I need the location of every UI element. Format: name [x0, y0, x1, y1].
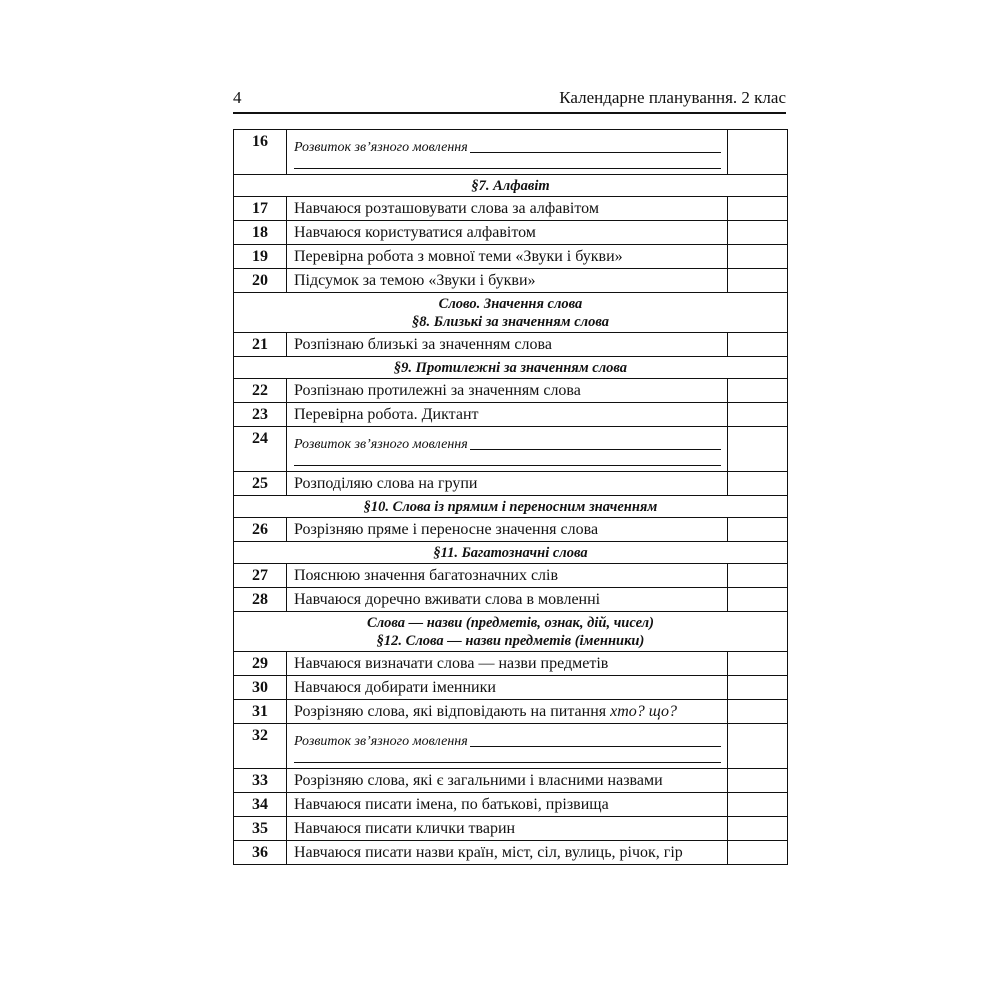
lesson-row: [234, 427, 788, 472]
lesson-topic-italic: хто? що?: [610, 702, 678, 720]
lesson-topic-text: Розпізнаю близькі за значенням слова: [294, 335, 552, 353]
section-heading: [234, 357, 788, 379]
speech-development-line: [294, 734, 721, 750]
lesson-topic: [287, 379, 728, 403]
lesson-topic-text: Навчаюся добирати іменники: [294, 678, 496, 696]
section-heading-line: Слова — назви (предметів, ознак, дій, чисел): [367, 614, 654, 631]
date-cell: [728, 427, 788, 472]
section-heading-line: §10. Слова із прямим і переносним значенням: [363, 498, 658, 515]
lesson-row: [234, 676, 788, 700]
date-cell: [728, 472, 788, 496]
lesson-topic: [287, 652, 728, 676]
date-cell: [728, 652, 788, 676]
lesson-row: [234, 564, 788, 588]
lesson-number: 29: [234, 652, 287, 676]
date-cell: [728, 245, 788, 269]
lesson-number: 17: [234, 197, 287, 221]
lesson-row: [234, 333, 788, 357]
lesson-number: 32: [234, 724, 287, 769]
lesson-number: 31: [234, 700, 287, 724]
date-cell: [728, 769, 788, 793]
date-cell: [728, 588, 788, 612]
lesson-topic-text: Розрізняю пряме і переносне значення слова: [294, 520, 599, 538]
lesson-row: [234, 379, 788, 403]
blank-line: [294, 168, 721, 169]
lesson-topic: [287, 769, 728, 793]
lesson-topic: [287, 564, 728, 588]
lesson-topic-text: Розподіляю слова на групи: [294, 474, 478, 492]
lesson-row: [234, 197, 788, 221]
lesson-row: [234, 817, 788, 841]
lesson-topic: [287, 197, 728, 221]
lesson-row: [234, 652, 788, 676]
blank-line: [470, 449, 721, 450]
lesson-row: [234, 269, 788, 293]
section-heading: [234, 612, 788, 652]
running-title: Календарне планування. 2 клас: [559, 88, 786, 107]
date-cell: [728, 793, 788, 817]
lesson-topic: [287, 472, 728, 496]
section-heading: [234, 496, 788, 518]
date-cell: [728, 518, 788, 542]
lesson-topic-text: Пояснюю значення багатозначних слів: [294, 566, 559, 584]
lesson-topic-text: Розрізняю слова, які є загальними і власними назвами: [294, 771, 663, 789]
date-cell: [728, 130, 788, 175]
lesson-number: 33: [234, 769, 287, 793]
lesson-plan-table: [233, 129, 788, 865]
date-cell: [728, 700, 788, 724]
lesson-topic-text: Перевірна робота. Диктант: [294, 405, 479, 423]
lesson-row: [234, 724, 788, 769]
date-cell: [728, 564, 788, 588]
lesson-topic-text: Навчаюся розташовувати слова за алфавітом: [294, 199, 599, 217]
lesson-topic: [287, 269, 728, 293]
lesson-number: 23: [234, 403, 287, 427]
lesson-topic-text: Перевірна робота з мовної теми «Звуки і букви»: [294, 247, 623, 265]
section-heading-line: §8. Близькі за значенням слова: [412, 313, 609, 330]
date-cell: [728, 269, 788, 293]
blank-line: [294, 465, 721, 466]
lesson-row: [234, 130, 788, 175]
section-heading: [234, 293, 788, 333]
lesson-number: 35: [234, 817, 287, 841]
lesson-topic-text: Навчаюся писати назви країн, міст, сіл, вулиць, річок, гір: [294, 843, 683, 861]
speech-development-label: Розвиток зв’язного мовлення: [294, 436, 468, 452]
section-heading: [234, 175, 788, 197]
lesson-topic: [287, 700, 728, 724]
lesson-topic: [287, 817, 728, 841]
lesson-number: 24: [234, 427, 287, 472]
date-cell: [728, 676, 788, 700]
lesson-row: [234, 700, 788, 724]
section-row: [234, 175, 788, 197]
lesson-topic: [287, 221, 728, 245]
lesson-row: [234, 472, 788, 496]
lesson-topic-text: Розпізнаю протилежні за значенням слова: [294, 381, 581, 399]
date-cell: [728, 333, 788, 357]
date-cell: [728, 724, 788, 769]
lesson-topic-text: Навчаюся користуватися алфавітом: [294, 223, 536, 241]
page-number: 4: [233, 88, 242, 107]
lesson-topic: [287, 676, 728, 700]
lesson-topic-text: Навчаюся доречно вживати слова в мовленні: [294, 590, 601, 608]
lesson-topic: [287, 333, 728, 357]
section-row: [234, 293, 788, 333]
lesson-topic: [287, 130, 728, 175]
lesson-topic: [287, 427, 728, 472]
blank-line: [470, 746, 721, 747]
lesson-row: [234, 841, 788, 865]
section-row: [234, 357, 788, 379]
lesson-topic-text: Навчаюся писати імена, по батькові, прізвища: [294, 795, 609, 813]
section-row: [234, 542, 788, 564]
lesson-row: [234, 221, 788, 245]
lesson-number: 27: [234, 564, 287, 588]
lesson-number: 28: [234, 588, 287, 612]
lesson-topic: [287, 588, 728, 612]
lesson-number: 30: [234, 676, 287, 700]
lesson-row: [234, 793, 788, 817]
lesson-topic-text: Навчаюся писати клички тварин: [294, 819, 516, 837]
speech-development-label: Розвиток зв’язного мовлення: [294, 733, 468, 749]
page-header: [233, 84, 786, 114]
lesson-number: 16: [234, 130, 287, 175]
speech-development-label: Розвиток зв’язного мовлення: [294, 139, 468, 155]
date-cell: [728, 403, 788, 427]
lesson-topic-text: Розрізняю слова, які відповідають на питання: [294, 702, 611, 720]
lesson-number: 18: [234, 221, 287, 245]
lesson-number: 21: [234, 333, 287, 357]
lesson-row: [234, 403, 788, 427]
lesson-topic: [287, 724, 728, 769]
lesson-row: [234, 245, 788, 269]
date-cell: [728, 197, 788, 221]
lesson-topic-text: Навчаюся визначати слова — назви предметів: [294, 654, 609, 672]
lesson-number: 19: [234, 245, 287, 269]
section-heading-line: §11. Багатозначні слова: [433, 544, 588, 561]
lesson-number: 26: [234, 518, 287, 542]
date-cell: [728, 817, 788, 841]
lesson-row: [234, 769, 788, 793]
blank-line: [294, 762, 721, 763]
lesson-row: [234, 518, 788, 542]
lesson-topic: [287, 518, 728, 542]
section-heading-line: §7. Алфавіт: [471, 177, 550, 194]
section-heading-line: Слово. Значення слова: [438, 295, 583, 312]
lesson-topic: [287, 841, 728, 865]
date-cell: [728, 379, 788, 403]
blank-line: [470, 152, 721, 153]
lesson-number: 22: [234, 379, 287, 403]
lesson-number: 36: [234, 841, 287, 865]
date-cell: [728, 841, 788, 865]
lesson-number: 20: [234, 269, 287, 293]
lesson-topic-text: Підсумок за темою «Звуки і букви»: [294, 271, 536, 289]
section-row: [234, 496, 788, 518]
section-heading-line: §9. Протилежні за значенням слова: [393, 359, 628, 376]
speech-development-line: [294, 140, 721, 156]
section-heading-line: §12. Слова — назви предметів (іменники): [376, 632, 645, 649]
lesson-topic: [287, 793, 728, 817]
lesson-number: 34: [234, 793, 287, 817]
speech-development-line: [294, 437, 721, 453]
lesson-row: [234, 588, 788, 612]
section-heading: [234, 542, 788, 564]
lesson-number: 25: [234, 472, 287, 496]
section-row: [234, 612, 788, 652]
lesson-topic: [287, 245, 728, 269]
lesson-topic: [287, 403, 728, 427]
date-cell: [728, 221, 788, 245]
